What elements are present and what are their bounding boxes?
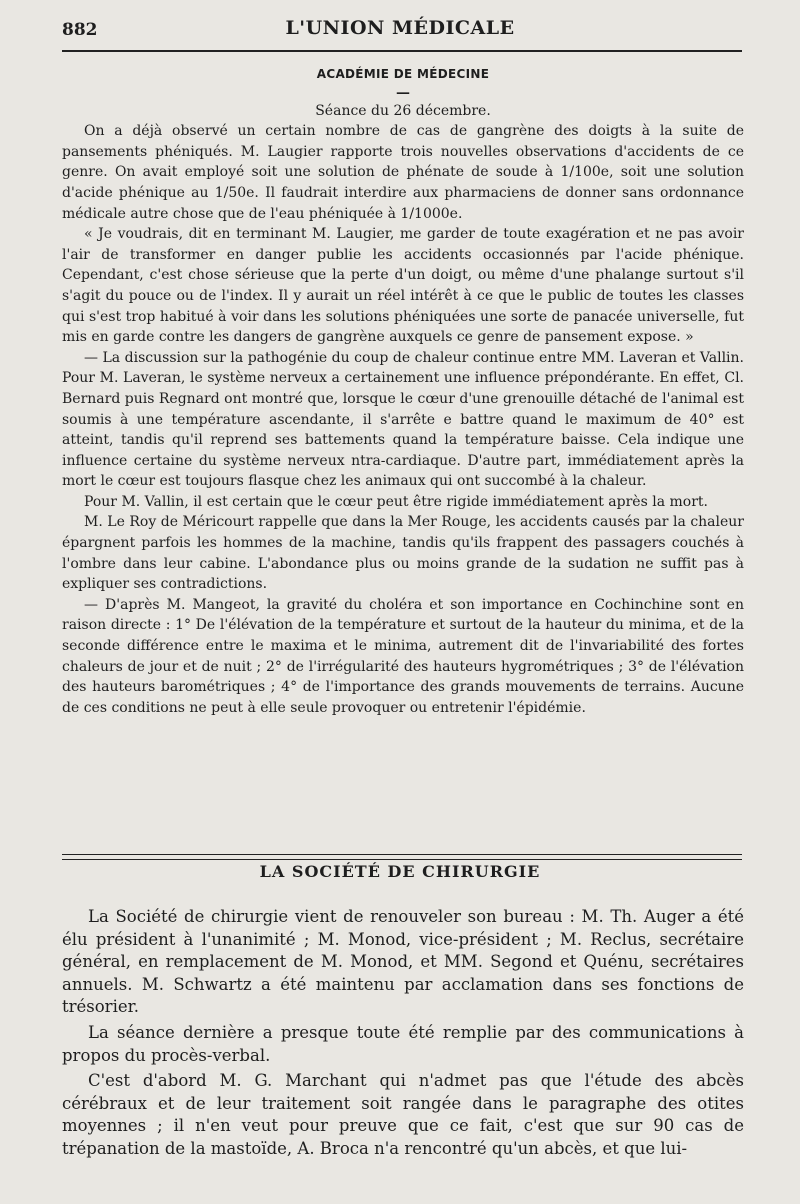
paragraph-laugier-quote: « Je voudrais, dit en terminant M. Laugier, me garder de toute exagération et ne pas avoir l'air de transformer en danger publie les accidents occasionnés par l'acide phénique. Cependant, c'est chose sérieuse que la perte d'un doigt, ou même d'une phalange surtout s'il s'agit du pouce ou de l'index. Il y aurait un réel intérêt à ce que le public de toutes les classes qui s'est trop habitué à voir dans les solutions phéniquées une sorte de panacée universelle, fut mis en garde contre les dangers de gangrène auxquels ce genre de pansement expose. » <box>62 226 744 346</box>
journal-title: L'UNION MÉDICALE <box>285 17 515 39</box>
header-rule <box>62 50 742 52</box>
chirurgie-section <box>62 906 744 1161</box>
paragraph-bureau: La Société de chirurgie vient de renouveler son bureau : M. Th. Auger a été élu président à l'unanimité ; M. Monod, vice-président ; M. Reclus, secrétaire général, en remplacement de M. Monod, et MM. Segond et Quénu, secrétaires annuels. M. Schwartz a été maintenu par acclamation dans ses fonctions de trésorier. <box>62 907 744 1017</box>
paragraph-vallin: Pour M. Vallin, il est certain que le cœur peut être rigide immédiatement après la mort. <box>84 493 708 510</box>
paragraph-coup-de-chaleur: — La discussion sur la pathogénie du coup de chaleur continue entre MM. Laveran et Vallin. Pour M. Laveran, le système nerveux a certainement une influence prépondérante. En effet, Cl. Bernard puis Regnard ont montré que, lorsque le cœur d'une grenouille détaché de l'animal est soumis à une température ascendante, il s'arrête e battre quand le maximum de 40° est atteint, tandis qu'il reprend ses battements quand la température baisse. Cela indique une influence certaine du système nerveux ntra-cardiaque. D'autre part, immédiatement après la mort le cœur est toujours flasque chez les animaux qui ont succombé à la chaleur. <box>62 349 744 490</box>
paragraph-gangrene: On a déjà observé un certain nombre de cas de gangrène des doigts à la suite de pansements phéniqués. M. Laugier rapporte trois nouvelles observations d'accidents de ce genre. On avait employé soit une solution de phénate de soude à 1/100e, soit une solution d'acide phénique au 1/50e. Il faudrait interdire aux pharmaciens de donner sans ordonnance médicale autre chose que de l'eau phéniquée à 1/1000e. <box>62 123 744 222</box>
chirurgie-heading: LA SOCIÉTÉ DE CHIRURGIE <box>259 862 541 881</box>
paragraph-le-roy-de-mericourt: M. Le Roy de Méricourt rappelle que dans la Mer Rouge, les accidents causés par la chaleur épargnent parfois les hommes de la machine, tandis qu'ils frappent des passagers couchés à l'ombre dans leur cabine. L'abondance plus ou moins grande de la sudation ne suffit pas à expliquer ses contradictions. <box>62 514 744 593</box>
section-divider <box>62 854 742 860</box>
academie-section <box>62 64 744 718</box>
paragraph-mangeot-cholera: — D'après M. Mangeot, la gravité du choléra et son importance en Cochinchine sont en raison directe : 1° De l'élévation de la température et surtout de la hauteur du minima, et de la seconde différence entre le maxima et le minima, autrement dit de l'invariabilité des fortes chaleurs de jour et de nuit ; 2° de l'irrégularité des hauteurs hygrométriques ; 3° de l'élévation des hauteurs barométriques ; 4° de l'importance des grands mouvements de terrains. Aucune de ces conditions ne peut à elle seule provoquer ou entretenir l'épidémie. <box>62 596 744 716</box>
academie-heading: ACADÉMIE DE MÉDECINE <box>316 67 490 81</box>
page-header <box>0 0 800 50</box>
page-number: 882 <box>62 20 98 40</box>
heading-dash: — <box>396 84 410 101</box>
paragraph-marchant: C'est d'abord M. G. Marchant qui n'admet pas que l'étude des abcès cérébraux et de leur traitement soit rangée dans le paragraphe des otites moyennes ; il n'en veut pour preuve que ce fait, c'est que sur 90 cas de trépanation de la mastoïde, A. Broca n'a rencontré qu'un abcès, et que lui- <box>62 1071 744 1158</box>
session-date: Séance du 26 décembre. <box>315 102 491 119</box>
paragraph-proces-verbal: La séance dernière a presque toute été remplie par des communications à propos du procès-verbal. <box>62 1022 744 1065</box>
